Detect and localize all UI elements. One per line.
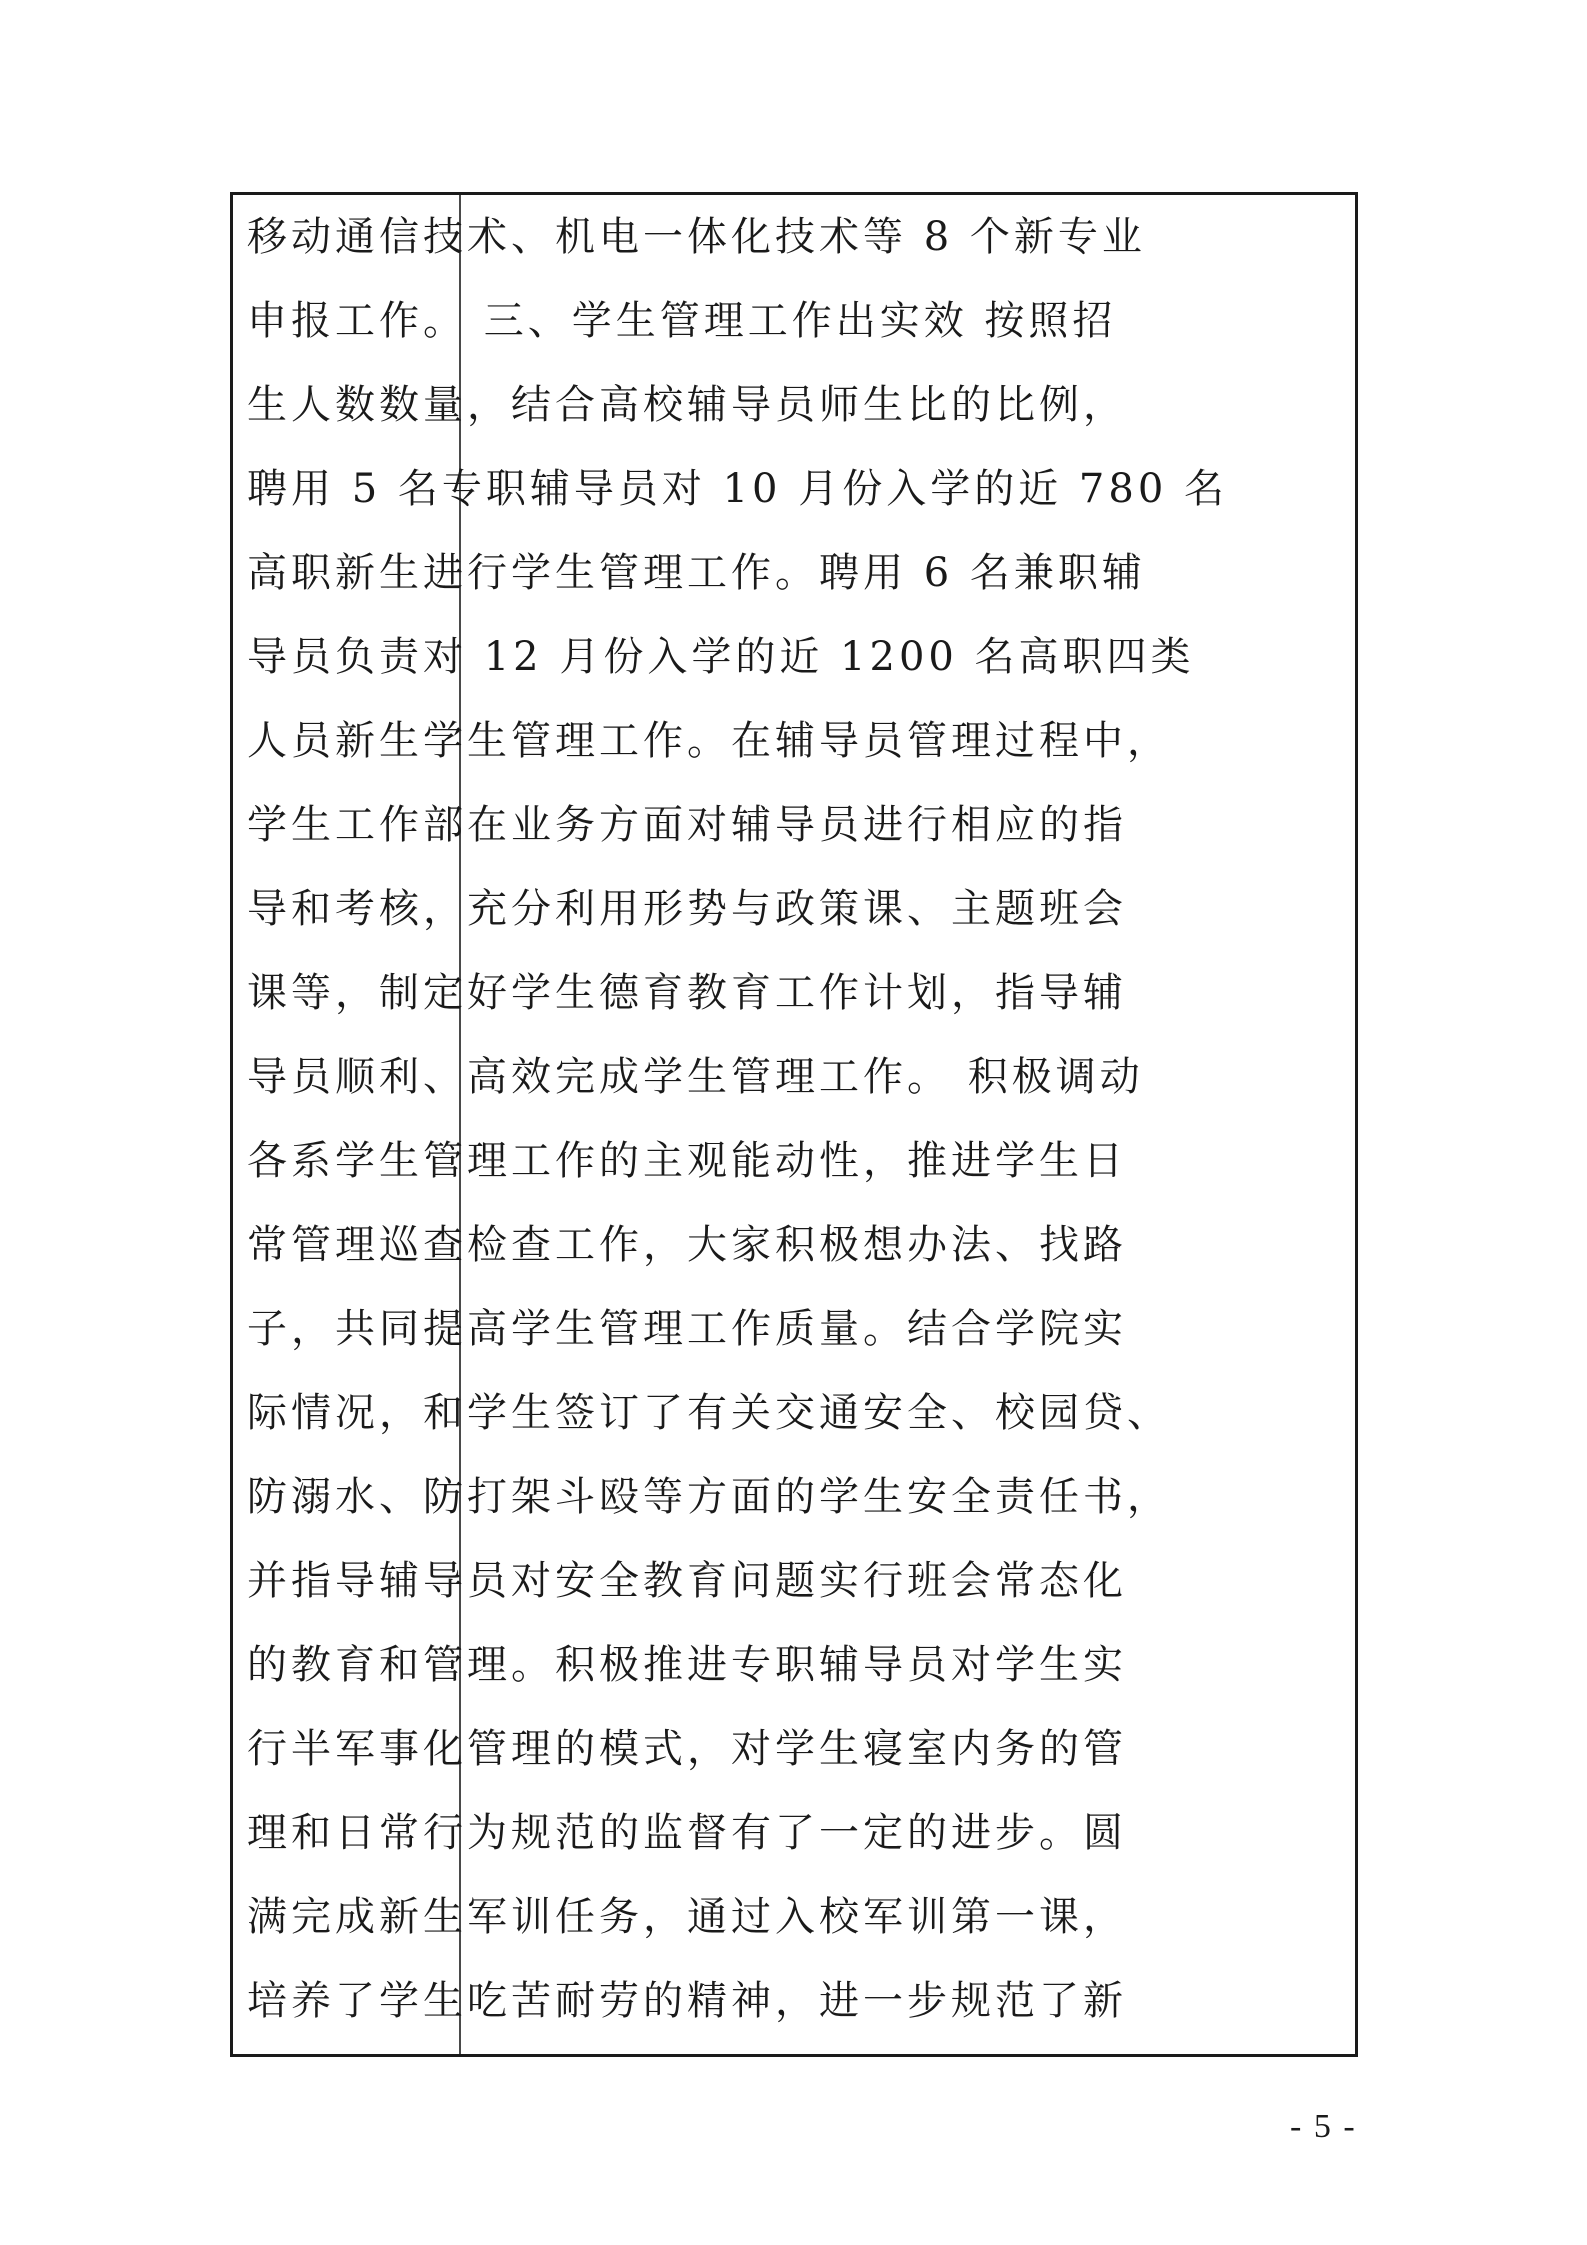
body-line: 导员顺利、高效完成学生管理工作。 积极调动 [247,1054,1144,1100]
body-text [247,210,1352,2058]
body-line: 各系学生管理工作的主观能动性，推进学生日 [247,1138,1127,1184]
body-line: 满完成新生军训任务，通过入校军训第一课， [247,1894,1127,1940]
body-line: 导员负责对 12 月份入学的近 1200 名高职四类 [247,634,1195,680]
body-line: 子，共同提高学生管理工作质量。结合学院实 [247,1306,1127,1352]
body-line: 课等，制定好学生德育教育工作计划，指导辅 [247,970,1127,1016]
body-line: 申报工作。 三、学生管理工作出实效 按照招 [247,298,1117,344]
body-line: 行半军事化管理的模式，对学生寝室内务的管 [247,1726,1127,1772]
body-line: 移动通信技术、机电一体化技术等 8 个新专业 [247,214,1146,260]
body-line: 学生工作部在业务方面对辅导员进行相应的指 [247,802,1127,848]
body-line: 际情况，和学生签订了有关交通安全、校园贷、 [247,1390,1171,1436]
body-line: 培养了学生吃苦耐劳的精神，进一步规范了新 [247,1978,1127,2024]
body-line: 导和考核，充分利用形势与政策课、主题班会 [247,886,1127,932]
body-line: 防溺水、防打架斗殴等方面的学生安全责任书， [247,1474,1171,1520]
body-line: 并指导辅导员对安全教育问题实行班会常态化 [247,1558,1127,1604]
body-line: 人员新生学生管理工作。在辅导员管理过程中， [247,718,1171,764]
body-line: 理和日常行为规范的监督有了一定的进步。圆 [247,1810,1127,1856]
body-line: 聘用 5 名专职辅导员对 10 月份入学的近 780 名 [247,466,1228,512]
body-line: 高职新生进行学生管理工作。聘用 6 名兼职辅 [247,550,1146,596]
body-line: 的教育和管理。积极推进专职辅导员对学生实 [247,1642,1127,1688]
body-line: 常管理巡查检查工作，大家积极想办法、找路 [247,1222,1127,1268]
body-line: 生人数数量，结合高校辅导员师生比的比例， [247,382,1127,428]
page-number: - 5 - [1290,2108,1357,2145]
